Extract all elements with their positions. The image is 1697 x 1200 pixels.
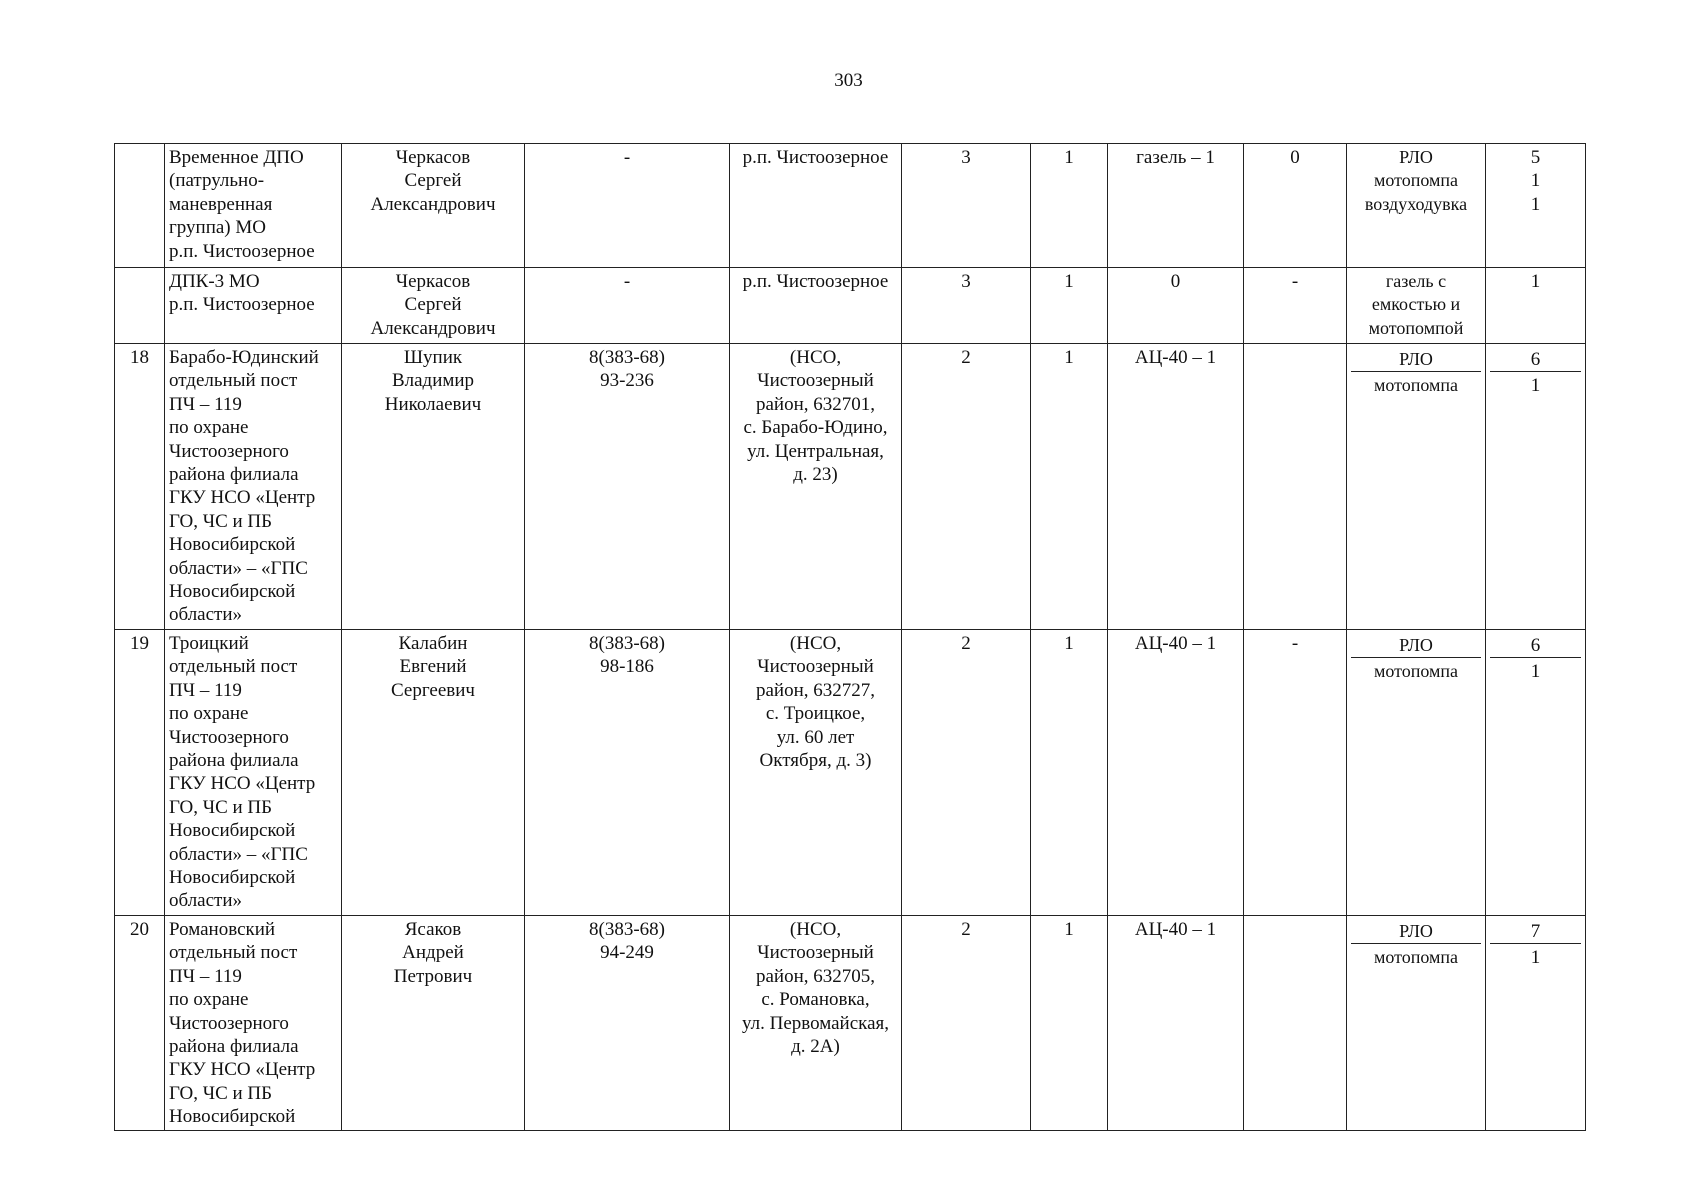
vehicles-value: АЦ-40 – 1	[1108, 344, 1244, 630]
quantity-item: 1	[1530, 375, 1541, 396]
table-row	[115, 916, 1586, 1131]
table-row	[115, 268, 1586, 344]
page-number: 303	[834, 70, 863, 91]
unit-phone: -	[525, 144, 730, 268]
equipment-list	[1347, 916, 1486, 1131]
row-number	[115, 268, 165, 344]
col7-value: 1	[1031, 630, 1108, 916]
quantity-item: 6	[1490, 346, 1581, 372]
row-number	[115, 144, 165, 268]
col7-value: 1	[1031, 344, 1108, 630]
unit-name: Временное ДПО (патрульно- маневренная группа) МО р.п. Чистоозерное	[165, 144, 342, 268]
equipment-item: мотопомпа	[1373, 375, 1459, 395]
unit-phone: 8(383-68) 93-236	[525, 344, 730, 630]
unit-head: Калабин Евгений Сергеевич	[342, 630, 525, 916]
row-number: 20	[115, 916, 165, 1131]
col9-value	[1244, 344, 1347, 630]
unit-address: (НСО, Чистоозерный район, 632705, с. Романовка, ул. Первомайская, д. 2А)	[730, 916, 902, 1131]
fire-units-table	[114, 143, 1586, 1131]
unit-name: Барабо-Юдинский отдельный пост ПЧ – 119 по охране Чистоозерного района филиала ГКУ НСО «Центр ГО, ЧС и ПБ Новосибирской области» – «ГПС Новосибирской области»	[165, 344, 342, 630]
unit-address: (НСО, Чистоозерный район, 632701, с. Барабо-Юдино, ул. Центральная, д. 23)	[730, 344, 902, 630]
unit-address: р.п. Чистоозерное	[730, 268, 902, 344]
col7-value: 1	[1031, 144, 1108, 268]
col7-value: 1	[1031, 268, 1108, 344]
equipment-quantity: 1	[1486, 268, 1586, 344]
vehicles-value: 0	[1108, 268, 1244, 344]
equipment-item: РЛО	[1351, 632, 1481, 658]
unit-phone: -	[525, 268, 730, 344]
equipment-quantity	[1486, 344, 1586, 630]
table-row	[115, 344, 1586, 630]
equipment-quantity: 5 1 1	[1486, 144, 1586, 268]
equipment-list	[1347, 630, 1486, 916]
quantity-item: 1	[1530, 947, 1541, 968]
equipment-item: мотопомпа	[1373, 947, 1459, 967]
unit-name: Романовский отдельный пост ПЧ – 119 по охране Чистоозерного района филиала ГКУ НСО «Центр ГО, ЧС и ПБ Новосибирской	[165, 916, 342, 1131]
col9-value: -	[1244, 268, 1347, 344]
unit-head: Черкасов Сергей Александрович	[342, 144, 525, 268]
unit-head: Шупик Владимир Николаевич	[342, 344, 525, 630]
col6-value: 2	[902, 916, 1031, 1131]
equipment-quantity	[1486, 916, 1586, 1131]
unit-address: (НСО, Чистоозерный район, 632727, с. Троицкое, ул. 60 лет Октября, д. 3)	[730, 630, 902, 916]
equipment-item: РЛО	[1351, 346, 1481, 372]
col6-value: 2	[902, 630, 1031, 916]
quantity-item: 6	[1490, 632, 1581, 658]
equipment-item: мотопомпа	[1373, 661, 1459, 681]
equipment-item: РЛО	[1351, 918, 1481, 944]
vehicles-value: АЦ-40 – 1	[1108, 630, 1244, 916]
vehicles-value: газель – 1	[1108, 144, 1244, 268]
col6-value: 3	[902, 144, 1031, 268]
col6-value: 3	[902, 268, 1031, 344]
col9-value: -	[1244, 630, 1347, 916]
equipment-list: газель с емкостью и мотопомпой	[1347, 268, 1486, 344]
unit-head: Ясаков Андрей Петрович	[342, 916, 525, 1131]
unit-head: Черкасов Сергей Александрович	[342, 268, 525, 344]
col7-value: 1	[1031, 916, 1108, 1131]
unit-name: ДПК-3 МО р.п. Чистоозерное	[165, 268, 342, 344]
col6-value: 2	[902, 344, 1031, 630]
quantity-item: 1	[1530, 661, 1541, 682]
equipment-quantity	[1486, 630, 1586, 916]
col9-value	[1244, 916, 1347, 1131]
equipment-list	[1347, 344, 1486, 630]
vehicles-value: АЦ-40 – 1	[1108, 916, 1244, 1131]
unit-phone: 8(383-68) 98-186	[525, 630, 730, 916]
table-row	[115, 144, 1586, 268]
quantity-item: 7	[1490, 918, 1581, 944]
col9-value: 0	[1244, 144, 1347, 268]
equipment-list: РЛО мотопомпа воздуходувка	[1347, 144, 1486, 268]
row-number: 18	[115, 344, 165, 630]
unit-phone: 8(383-68) 94-249	[525, 916, 730, 1131]
unit-name: Троицкий отдельный пост ПЧ – 119 по охране Чистоозерного района филиала ГКУ НСО «Центр ГО, ЧС и ПБ Новосибирской области» – «ГПС Новосибирской области»	[165, 630, 342, 916]
unit-address: р.п. Чистоозерное	[730, 144, 902, 268]
table-row	[115, 630, 1586, 916]
row-number: 19	[115, 630, 165, 916]
